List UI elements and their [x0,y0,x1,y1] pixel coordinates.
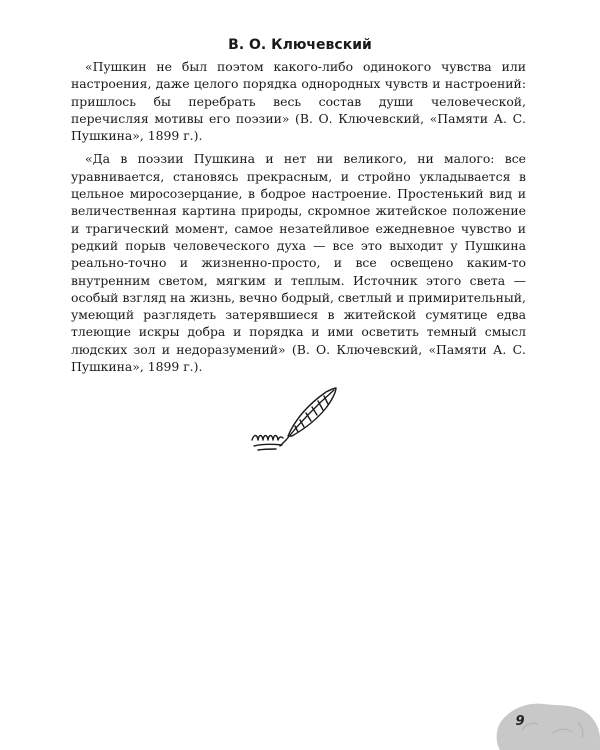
quill-pen-icon [248,382,344,458]
paragraph-2: «Да в поэзии Пушкина и нет ни великого, ни малого: все уравнивается, становясь прекрасным, и стройно укладывается в цельное миросозерцание, в бодрое настроение. Простенький вид и величественная картина природы, скромное житейское положение и трагический момент, самое незатейливое ежедневное чувство и редкий порыв человеческого духа — все это выходит у Пушкина реально-точно и жизненно-просто, и все освещено каким-то внутренним светом, мягким и теплым. Источник этого света — особый взгляд на жизнь, вечно бодрый, светлый и примирительный, умеющий разглядеть затерявшиеся в житейской сумятице едва тлеющие искры добра и порядка и ими осветить темный смысл людских зол и недоразумений» (В. О. Ключевский, «Памяти А. С. Пушкина», 1899 г.). [71,151,526,375]
body-text [71,58,526,381]
paragraph-1: «Пушкин не был поэтом какого-либо одинокого чувства или настроения, даже целого порядка однородных чувств и настроений: пришлось бы перебрать весь состав души человеческой, перечисляя мотивы его поэзии» (В. О. Ключевский, «Памяти А. С. Пушкина», 1899 г.). [71,59,526,144]
section-heading: В. О. Ключевский [228,37,372,53]
page-number: 9 [515,714,525,729]
